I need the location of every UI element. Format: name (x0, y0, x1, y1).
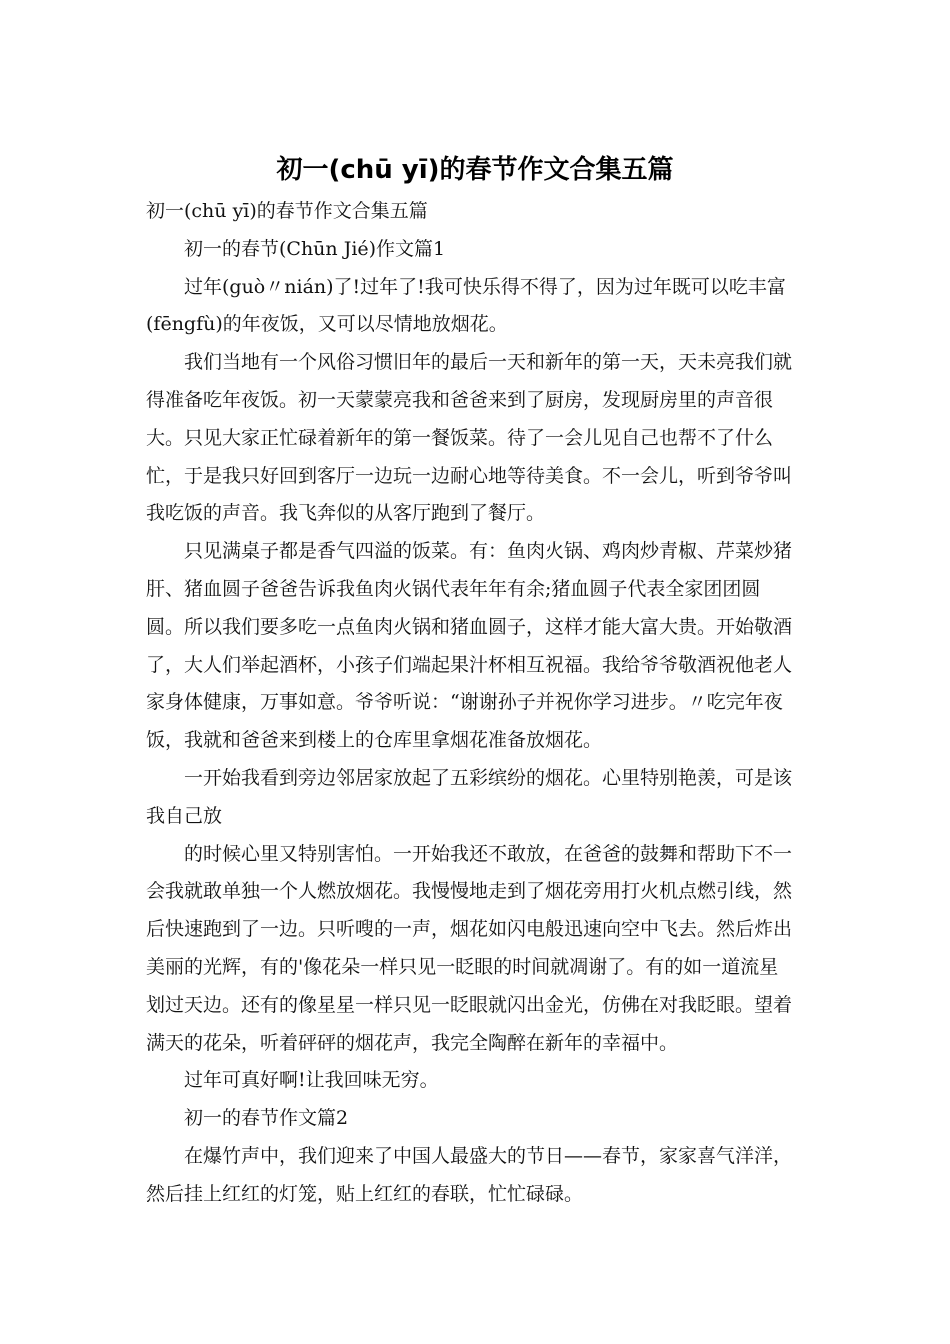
text-line: 我自己放 (146, 804, 223, 827)
text-line: 然后挂上红红的灯笼，贴上红红的春联，忙忙碌碌。 (146, 1182, 584, 1205)
text-line: 一开始我看到旁边邻居家放起了五彩缤纷的烟花。心里特别艳羡，可是该 (184, 766, 793, 789)
text-line: 圆。所以我们要多吃一点鱼肉火锅和猪血圆子，这样才能大富大贵。开始敬酒 (146, 615, 793, 638)
text-line: 过年(guò〃nián)了!过年了!我可快乐得不得了，因为过年既可以吃丰富 (184, 275, 786, 298)
text-line: 家身体健康，万事如意。爷爷听说：“谢谢孙子并祝你学习进步。〃吃完年夜 (146, 691, 783, 714)
text-line: 初一的春节作文篇2 (184, 1107, 349, 1130)
text-line: 得准备吃年夜饭。初一天蒙蒙亮我和爸爸来到了厨房，发现厨房里的声音很 (146, 388, 774, 411)
text-line: 后快速跑到了一边。只听嗖的一声，烟花如闪电般迅速向空中飞去。然后炸出 (146, 918, 793, 941)
text-line: 只见满桌子都是香气四溢的饭菜。有：鱼肉火锅、鸡肉炒青椒、芹菜炒猪 (184, 540, 793, 563)
text-line: 美丽的光辉，有的'像花朵一样只见一眨眼的时间就凋谢了。有的如一道流星 (146, 955, 779, 978)
text-line: 过年可真好啊!让我回味无穷。 (184, 1069, 439, 1092)
text-line: 忙，于是我只好回到客厅一边玩一边耐心地等待美食。不一会儿，听到爷爷叫 (146, 464, 793, 487)
document-title: 初一(chū yī)的春节作文合集五篇 (276, 155, 674, 185)
text-line: 初一(chū yī)的春节作文合集五篇 (146, 200, 428, 222)
document-body (146, 193, 806, 1214)
text-line: 我吃饭的声音。我飞奔似的从客厅跑到了餐厅。 (146, 502, 546, 525)
text-line: 的时候心里又特别害怕。一开始我还不敢放，在爸爸的鼓舞和帮助下不一 (184, 842, 793, 865)
text-line: 大。只见大家正忙碌着新年的第一餐饭菜。待了一会儿见自己也帮不了什么 (146, 426, 774, 449)
text-line: 我们当地有一个风俗习惯旧年的最后一天和新年的第一天，天未亮我们就 (184, 351, 793, 374)
text-line: 在爆竹声中，我们迎来了中国人最盛大的节日——春节，家家喜气洋洋， (184, 1144, 793, 1167)
text-line: 会我就敢单独一个人燃放烟花。我慢慢地走到了烟花旁用打火机点燃引线，然 (146, 880, 793, 903)
text-line: 肝、猪血圆子爸爸告诉我鱼肉火锅代表年年有余;猪血圆子代表全家团团圆 (146, 577, 761, 600)
text-line: 了，大人们举起酒杯，小孩子们端起果汁杯相互祝福。我给爷爷敬酒祝他老人 (146, 653, 793, 676)
text-line: (fēngfù)的年夜饭，又可以尽情地放烟花。 (146, 313, 508, 336)
text-line: 饭，我就和爸爸来到楼上的仓库里拿烟花准备放烟花。 (146, 729, 603, 752)
text-line: 满天的花朵，听着砰砰的烟花声，我完全陶醉在新年的幸福中。 (146, 1031, 679, 1054)
text-line: 划过天边。还有的像星星一样只见一眨眼就闪出金光，仿佛在对我眨眼。望着 (146, 993, 793, 1016)
text-line: 初一的春节(Chūn Jié)作文篇1 (184, 237, 446, 260)
